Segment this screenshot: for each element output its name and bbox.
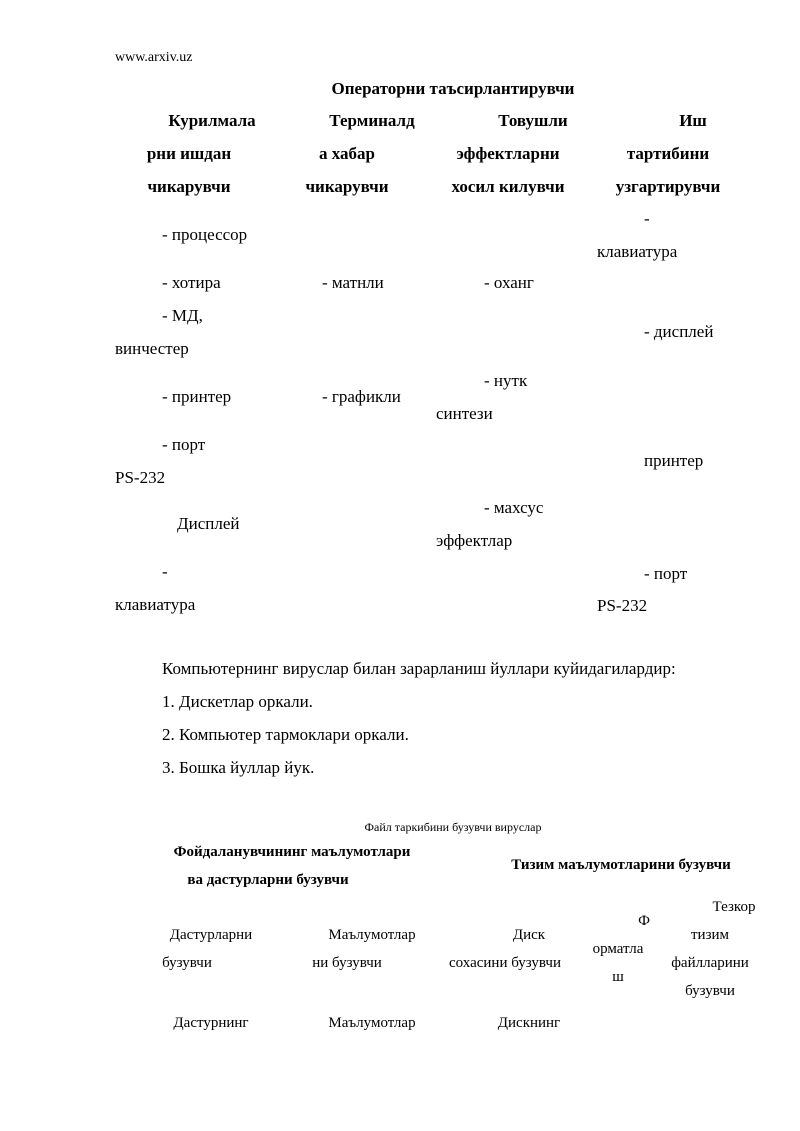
cell-programs-line2: бузувчи [162, 955, 212, 971]
col4-header-line3: узгартирувчи [615, 177, 721, 196]
list-item: 2. Компьютер тармоклари оркали. [162, 725, 409, 744]
col1-header-line2: рни ишдан [146, 144, 232, 163]
bottom-cell: Маълумотлар [328, 1015, 416, 1031]
bottom-cell: Дискнинг [497, 1015, 561, 1031]
col1-item: - хотира [162, 273, 221, 292]
cell-disk-line2: сохасини бузувчи [449, 955, 561, 971]
col3-item: эффектлар [436, 531, 513, 550]
group1-header-line1: Фойдаланувчининг маълумотлари [173, 844, 411, 860]
group1-header-line2: ва дастурларни бузувчи [187, 872, 349, 888]
col1-item: - порт [162, 435, 206, 454]
col3-item: - махсус [484, 498, 544, 517]
cell-data-line2: ни бузувчи [312, 955, 382, 971]
col1-item: - МД, [162, 306, 203, 325]
cell-system-files-line2: тизим [690, 927, 730, 943]
col3-header-line1: Товушли [498, 111, 568, 130]
col1-item: - принтер [162, 387, 232, 406]
site-url: www.arxiv.uz [115, 50, 193, 65]
col4-item: клавиатура [597, 242, 678, 261]
list-item: 1. Дискетлар оркали. [162, 692, 313, 711]
col3-item: - нутк [484, 371, 528, 390]
col1-item: клавиатура [115, 595, 196, 614]
cell-format-line2: орматла [592, 941, 644, 957]
col2-item: - матнли [322, 273, 384, 292]
table2-title: Файл таркибини бузувчи вируслар [364, 820, 542, 834]
col4-header-line2: тартибини [626, 144, 710, 163]
bottom-cell: Дастурнинг [173, 1015, 249, 1031]
col1-item: винчестер [115, 339, 189, 358]
cell-disk-line1: Диск [512, 927, 546, 943]
col4-item: - дисплей [644, 322, 714, 341]
col4-item: - порт [644, 564, 688, 583]
col4-header-line1: Иш [679, 111, 707, 130]
col4-item: - [644, 209, 650, 228]
cell-format-line3: ш [612, 969, 624, 985]
cell-system-files-line4: бузувчи [685, 983, 735, 999]
cell-system-files-line1: Тезкор [712, 899, 756, 915]
col2-header-line3: чикарувчи [305, 177, 389, 196]
group2-header: Тизим маълумотларини бузувчи [511, 857, 731, 873]
col2-header-line2: а хабар [319, 144, 375, 163]
col1-header-line1: Курилмала [168, 111, 256, 130]
cell-format-line1: Ф [638, 913, 650, 929]
cell-data-line1: Маълумотлар [328, 927, 416, 943]
col4-item: PS-232 [597, 596, 648, 615]
col2-item: - графикли [322, 387, 401, 406]
col3-item: - оханг [484, 273, 534, 292]
cell-programs-line1: Дастурларни [169, 927, 253, 943]
paragraph-intro: Компьютернинг вируслар билан зарарланиш йуллари куйидагилардир: [162, 659, 676, 678]
col1-item: PS-232 [115, 468, 166, 487]
col3-item: синтези [436, 404, 493, 423]
cell-system-files-line3: файлларини [671, 955, 749, 971]
table1-title: Операторни таъсирлантирувчи [331, 79, 575, 98]
col1-header-line3: чикарувчи [147, 177, 231, 196]
col1-item: - [162, 562, 168, 581]
col2-header-line1: Терминалд [329, 111, 415, 130]
col4-item: принтер [644, 451, 704, 470]
col1-item: Дисплей [177, 514, 240, 533]
col1-item: - процессор [162, 225, 248, 244]
col3-header-line3: хосил килувчи [451, 177, 565, 196]
list-item: 3. Бошка йуллар йук. [162, 758, 315, 777]
col3-header-line2: эффектларни [456, 144, 560, 163]
